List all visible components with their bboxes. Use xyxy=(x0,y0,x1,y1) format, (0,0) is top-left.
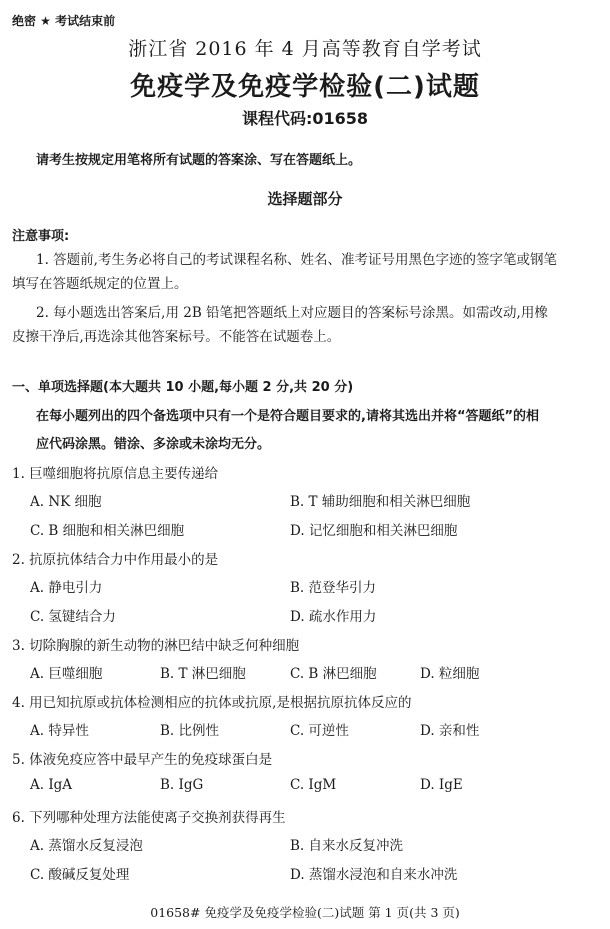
option-d: D. IgE xyxy=(420,777,463,793)
option-c: C. B 淋巴细胞 xyxy=(290,666,377,682)
option-b: B. IgG xyxy=(160,777,204,793)
part-description: 在每小题列出的四个备选项中只有一个是符合题目要求的,请将其选出并将“答题纸”的相 xyxy=(36,409,540,424)
option-b: B. 范登华引力 xyxy=(290,580,377,596)
question-stem: 1. 巨噬细胞将抗原信息主要传递给 xyxy=(12,466,219,482)
option-d: D. 粒细胞 xyxy=(420,666,480,682)
part-description-cont: 应代码涂黑。错涂、多涂或未涂均无分。 xyxy=(36,437,271,452)
question-stem: 6. 下列哪种处理方法能使离子交换剂获得再生 xyxy=(12,810,286,826)
option-d: D. 亲和性 xyxy=(420,723,480,739)
option-d: D. 疏水作用力 xyxy=(290,609,377,625)
option-a: A. 静电引力 xyxy=(30,580,103,596)
question-stem: 2. 抗原抗体结合力中作用最小的是 xyxy=(12,552,219,568)
subject-title: 免疫学及免疫学检验(二)试题 xyxy=(130,72,480,102)
confidential-mark: 绝密 ★ 考试结束前 xyxy=(12,14,116,28)
question-stem: 5. 体液免疫应答中最早产生的免疫球蛋白是 xyxy=(12,752,273,768)
answer-instruction: 请考生按规定用笔将所有试题的答案涂、写在答题纸上。 xyxy=(36,153,362,168)
option-c: C. B 细胞和相关淋巴细胞 xyxy=(30,523,185,539)
notice-heading: 注意事项: xyxy=(12,229,70,244)
exam-title: 浙江省 2016 年 4 月高等教育自学考试 xyxy=(128,38,482,60)
option-a: A. 巨噬细胞 xyxy=(30,666,103,682)
option-c: C. IgM xyxy=(290,777,337,793)
notice-item-1: 1. 答题前,考生务必将自己的考试课程名称、姓名、准考证号用黑色字迹的签字笔或钢笔 xyxy=(36,252,557,268)
option-d: D. 记忆细胞和相关淋巴细胞 xyxy=(290,523,458,539)
option-c: C. 可逆性 xyxy=(290,723,349,739)
section-title: 选择题部分 xyxy=(267,190,343,208)
option-a: A. IgA xyxy=(30,777,73,793)
option-d: D. 蒸馏水浸泡和自来水冲洗 xyxy=(290,867,458,883)
option-a: A. 特异性 xyxy=(30,723,89,739)
option-b: B. T 辅助细胞和相关淋巴细胞 xyxy=(290,494,471,510)
option-b: B. 比例性 xyxy=(160,723,220,739)
option-c: C. 氢键结合力 xyxy=(30,609,116,625)
question-stem: 3. 切除胸腺的新生动物的淋巴结中缺乏何种细胞 xyxy=(12,638,300,654)
part-heading: 一、单项选择题(本大题共 10 小题,每小题 2 分,共 20 分) xyxy=(12,380,354,395)
notice-item-2-cont: 皮擦干净后,再选涂其他答案标号。不能答在试题卷上。 xyxy=(12,329,341,345)
notice-item-1-cont: 填写在答题纸规定的位置上。 xyxy=(12,276,188,292)
question-stem: 4. 用已知抗原或抗体检测相应的抗体或抗原,是根据抗原抗体反应的 xyxy=(12,695,412,711)
option-c: C. 酸碱反复处理 xyxy=(30,867,130,883)
page-footer: 01658# 免疫学及免疫学检验(二)试题 第 1 页(共 3 页) xyxy=(150,905,460,920)
option-b: B. 自来水反复冲洗 xyxy=(290,838,404,854)
course-code: 课程代码:01658 xyxy=(241,109,369,128)
option-a: A. 蒸馏水反复浸泡 xyxy=(30,838,143,854)
notice-item-2: 2. 每小题选出答案后,用 2B 铅笔把答题纸上对应题目的答案标号涂黑。如需改动,用橡 xyxy=(36,305,548,321)
option-b: B. T 淋巴细胞 xyxy=(160,666,246,682)
option-a: A. NK 细胞 xyxy=(30,494,102,510)
